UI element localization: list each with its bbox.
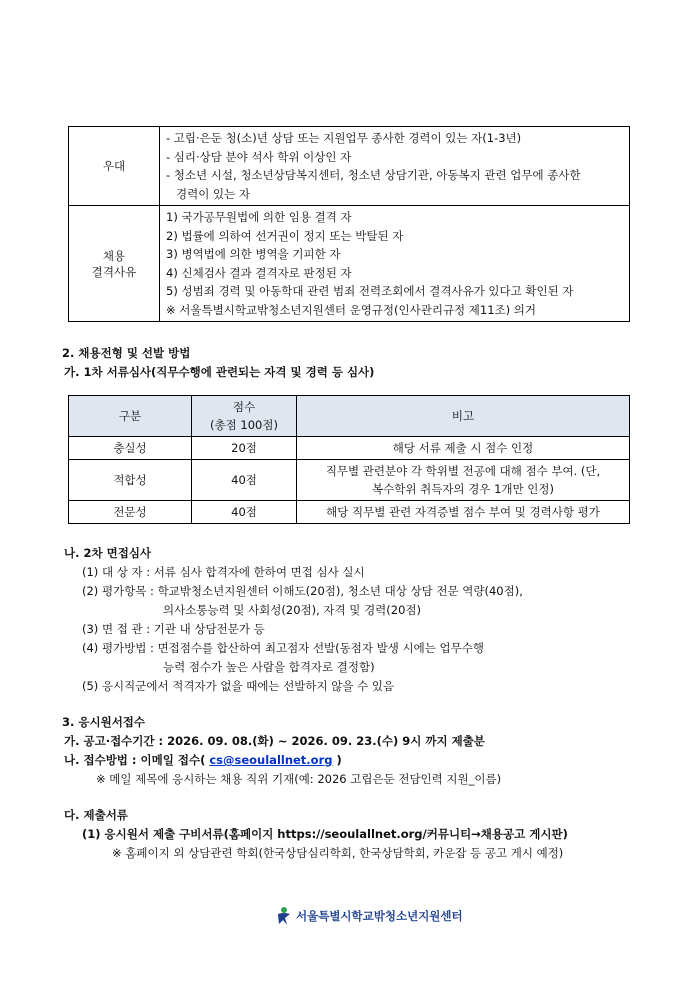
table-row xyxy=(69,437,630,460)
disqualify-item: ※ 서울특별시학교밖청소년지원센터 운영규정(인사관리규정 제11조) 의거 xyxy=(166,302,537,317)
section3-period: 가. 공고·접수기간 : 2026. 09. 08.(화) ~ 2026. 09. 23.(수) 9시 까지 제출분 xyxy=(64,734,485,748)
interview-item: (5) 응시직군에서 적격자가 없을 때에는 선발하지 않을 수 있음 xyxy=(82,679,395,693)
row-score: 40점 xyxy=(192,460,297,501)
screening-table xyxy=(68,395,630,524)
preference-row xyxy=(69,127,630,206)
row-note: 해당 서류 제출 시 점수 인정 xyxy=(297,437,630,460)
method-prefix: 나. 접수방법 : 이메일 접수( xyxy=(64,753,210,767)
interview-item: (1) 대 상 자 : 서류 심사 합격자에 한하여 면접 심사 실시 xyxy=(82,565,365,579)
disqualify-items xyxy=(160,206,630,322)
disqualify-item: 1) 국가공무원법에 의한 임용 결격 자 xyxy=(166,210,352,224)
preference-item: 경력이 있는 자 xyxy=(176,186,250,201)
preference-items xyxy=(160,127,630,206)
docs-item: (1) 응시원서 제출 구비서류(홈페이지 https://seoulallnet.org/커뮤니티→채용공고 게시판) xyxy=(82,827,568,841)
preference-item: - 고립·은둔 청(소)년 상담 또는 지원업무 종사한 경력이 있는 자(1-3년) xyxy=(166,131,522,145)
interview-item: (4) 평가방법 : 면접점수를 합산하여 최고점자 선발(동점자 발생 시에는 업무수행 xyxy=(82,641,484,655)
disqualify-item: 3) 병역법에 의한 병역을 기피한 자 xyxy=(166,247,341,261)
preference-item: - 청소년 시설, 청소년상담복지센터, 청소년 상담기관, 아동복지 관련 업무에 종사한 xyxy=(166,168,581,182)
disqualify-item: 4) 신체검사 결과 결격자로 판정된 자 xyxy=(166,265,352,280)
docs-title: 다. 제출서류 xyxy=(64,808,128,822)
header-category: 구분 xyxy=(69,396,192,437)
table-row xyxy=(69,460,630,501)
requirements-table xyxy=(68,126,630,322)
section2-sub1: 가. 1차 서류심사(직무수행에 관련되는 자격 및 경력 등 심사) xyxy=(64,365,375,379)
header-score xyxy=(192,396,297,437)
row-score: 20점 xyxy=(192,437,297,460)
row-note: 해당 직무별 관련 자격증별 점수 부여 및 경력사항 평가 xyxy=(297,501,630,524)
row-category: 충실성 xyxy=(69,437,192,460)
row-note-line: 복수학위 취득자의 경우 1개만 인정) xyxy=(372,482,554,496)
preference-label: 우대 xyxy=(69,127,160,206)
disqualify-label-line: 결격사유 xyxy=(91,264,137,279)
section2-sub2: 나. 2차 면접심사 xyxy=(64,546,152,560)
disqualify-item: 5) 성범죄 경력 및 아동학대 관련 범죄 전력조회에서 결격사유가 있다고 확인된 자 xyxy=(166,284,574,298)
disqualify-label xyxy=(69,206,160,322)
docs-note: ※ 홈페이지 외 상담관련 학회(한국상담심리학회, 한국상담학회, 카운잡 등 공고 게시 예정) xyxy=(112,846,564,860)
row-score: 40점 xyxy=(192,501,297,524)
interview-item: 능력 점수가 높은 사람을 합격자로 결정함) xyxy=(163,660,375,674)
header-score-line: (총점 100점) xyxy=(210,418,278,432)
interview-item: 의사소통능력 및 사회성(20점), 자격 및 경력(20점) xyxy=(163,603,421,617)
org-logo xyxy=(276,906,463,926)
screening-header-row xyxy=(69,396,630,437)
row-note xyxy=(297,460,630,501)
interview-item: (2) 평가항목 : 학교밖청소년지원센터 이해도(20점), 청소년 대상 상담 전문 역량(40점), xyxy=(82,584,523,598)
header-score-line: 점수 xyxy=(232,400,256,414)
interview-item: (3) 면 접 관 : 기관 내 상담전문가 등 xyxy=(82,622,265,636)
header-note: 비고 xyxy=(297,396,630,437)
row-category: 전문성 xyxy=(69,501,192,524)
section2-title: 2. 채용전형 및 선발 방법 xyxy=(62,346,191,360)
method-note: ※ 메일 제목에 응시하는 채용 직위 기재(예: 2026 고립은둔 전담인력 지원_이름) xyxy=(96,772,502,786)
disqualify-label-line: 채용 xyxy=(102,248,126,263)
section3-method xyxy=(64,751,342,769)
disqualify-item: 2) 법률에 의하여 선거권이 정지 또는 박탈된 자 xyxy=(166,228,404,243)
row-note-line: 직무별 관련분야 각 학위별 전공에 대해 점수 부여. (단, xyxy=(325,464,601,478)
section3-title: 3. 응시원서접수 xyxy=(62,715,146,729)
table-row xyxy=(69,501,630,524)
email-link[interactable]: cs@seoulallnet.org xyxy=(209,753,333,767)
disqualify-row xyxy=(69,206,630,322)
org-logo-text: 서울특별시학교밖청소년지원센터 xyxy=(296,909,463,923)
org-logo-icon xyxy=(276,906,292,926)
preference-item: - 심리·상담 분야 석사 학위 이상인 자 xyxy=(166,149,352,164)
method-suffix: ) xyxy=(332,753,342,767)
row-category: 적합성 xyxy=(69,460,192,501)
